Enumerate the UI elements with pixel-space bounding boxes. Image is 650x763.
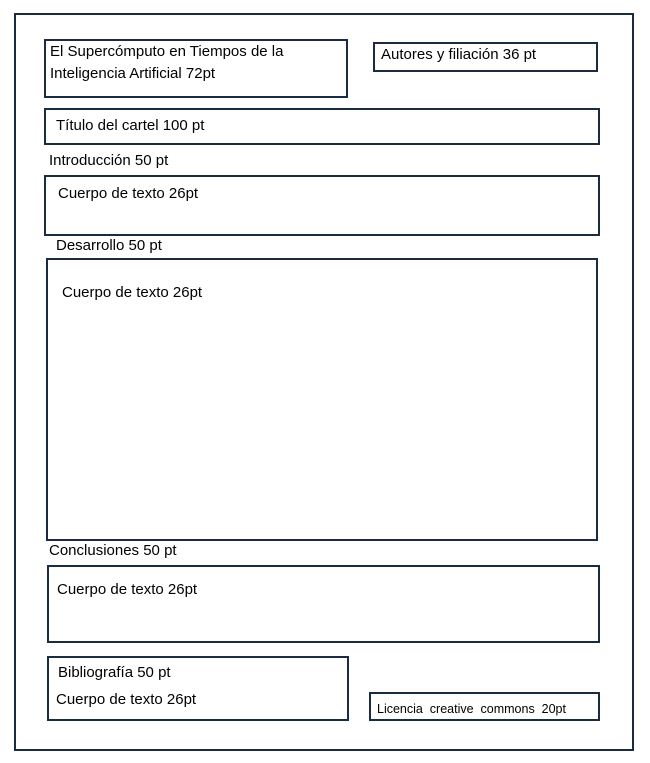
introduction-body-box xyxy=(44,175,600,236)
conclusions-heading: Conclusiones 50 pt xyxy=(49,542,177,559)
poster-title-label: Título del cartel 100 pt xyxy=(56,117,205,134)
bibliography-box xyxy=(47,656,349,721)
header-title-line-2: Inteligencia Artificial 72pt xyxy=(50,65,216,82)
development-heading: Desarrollo 50 pt xyxy=(56,237,162,254)
poster-title-box xyxy=(44,108,600,145)
conclusions-body-label: Cuerpo de texto 26pt xyxy=(57,581,198,598)
introduction-body-label: Cuerpo de texto 26pt xyxy=(58,185,199,202)
authors-label: Autores y filiación 36 pt xyxy=(381,46,537,63)
authors-box xyxy=(373,42,598,72)
license-box xyxy=(369,692,600,721)
bibliography-heading: Bibliografía 50 pt xyxy=(58,664,171,681)
development-body-box xyxy=(46,258,598,541)
license-label: Licencia creative commons 20pt xyxy=(377,702,566,716)
development-body-label: Cuerpo de texto 26pt xyxy=(62,284,203,301)
header-title-box xyxy=(44,39,348,98)
introduction-heading: Introducción 50 pt xyxy=(49,152,169,169)
conclusions-body-box xyxy=(47,565,600,643)
header-title-line-1: El Supercómputo en Tiempos de la xyxy=(50,43,284,60)
bibliography-body-label: Cuerpo de texto 26pt xyxy=(56,691,197,708)
